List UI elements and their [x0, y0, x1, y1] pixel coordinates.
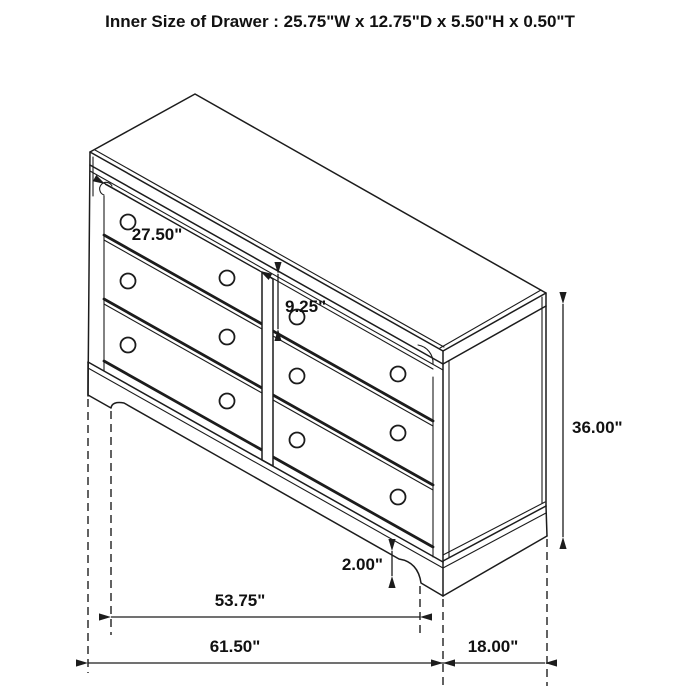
base-back-edge — [546, 506, 547, 536]
drawer-knob — [121, 274, 136, 289]
dimension-label: 2.00" — [341, 555, 383, 574]
drawer-knob — [391, 426, 406, 441]
drawer-knob — [220, 330, 235, 345]
drawer-knob — [290, 369, 305, 384]
drawer-knob — [121, 338, 136, 353]
drawer-knob — [220, 394, 235, 409]
center-stile — [262, 272, 273, 466]
dimension-label: 18.00" — [467, 637, 519, 656]
dimension-label: 9.25" — [285, 297, 327, 316]
dimension-label: 36.00" — [572, 418, 623, 437]
dimension-label: 61.50" — [209, 637, 261, 656]
drawer-knob — [290, 433, 305, 448]
dimension-label: 53.75" — [214, 591, 266, 610]
drawer-knob — [391, 490, 406, 505]
page-title: Inner Size of Drawer : 25.75"W x 12.75"D x 5.50"H x 0.50"T — [105, 12, 575, 31]
drawer-knob — [391, 367, 406, 382]
drawer-knob — [220, 271, 235, 286]
dimension-label: 27.50" — [131, 225, 183, 244]
